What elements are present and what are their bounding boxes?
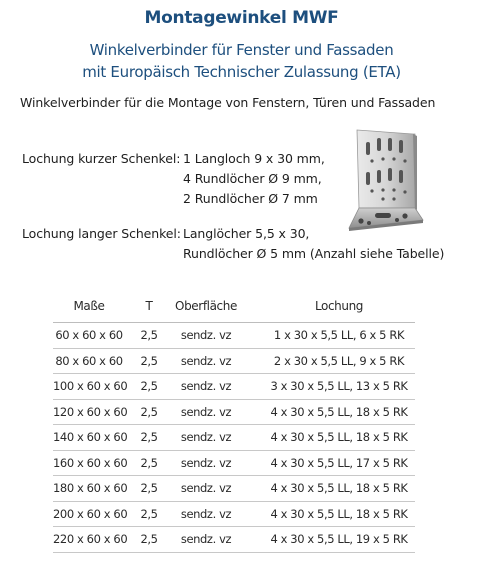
cell-t: 2,5 bbox=[140, 532, 158, 546]
short-leg-label: Lochung kurzer Schenkel: bbox=[22, 151, 181, 166]
cell-lochung: 1 x 30 x 5,5 LL, 6 x 5 RK bbox=[273, 328, 405, 342]
cell-oberflaeche: sendz. vz bbox=[180, 506, 232, 521]
cell-masse: 100 x 60 x 60 bbox=[53, 379, 128, 393]
cell-masse: 160 x 60 x 60 bbox=[53, 455, 128, 470]
cell-t: 2,5 bbox=[140, 430, 158, 444]
header-oberflaeche: Oberfläche bbox=[175, 299, 237, 313]
cell-lochung: 3 x 30 x 5,5 LL, 13 x 5 RK bbox=[270, 379, 408, 393]
cell-oberflaeche: sendz. vz bbox=[180, 532, 232, 546]
table-row bbox=[53, 323, 415, 349]
cell-masse: 140 x 60 x 60 bbox=[53, 430, 128, 444]
table-row bbox=[53, 400, 415, 426]
cell-lochung: 4 x 30 x 5,5 LL, 19 x 5 RK bbox=[270, 532, 408, 546]
cell-masse: 200 x 60 x 60 bbox=[53, 506, 128, 521]
cell-oberflaeche: sendz. vz bbox=[180, 404, 232, 419]
table-row bbox=[53, 425, 415, 451]
cell-t: 2,5 bbox=[140, 353, 158, 368]
table-body bbox=[53, 323, 415, 553]
cell-lochung: 4 x 30 x 5,5 LL, 18 x 5 RK bbox=[270, 506, 408, 521]
short-leg-value-3: 2 Rundlöcher Ø 7 mm bbox=[183, 191, 318, 206]
cell-t: 2,5 bbox=[140, 506, 158, 521]
cell-masse: 180 x 60 x 60 bbox=[53, 481, 128, 495]
cell-oberflaeche: sendz. vz bbox=[180, 430, 232, 444]
long-leg-label: Lochung langer Schenkel: bbox=[22, 226, 181, 241]
subtitle-line-1: Winkelverbinder für Fenster und Fassaden bbox=[89, 41, 394, 59]
cell-t: 2,5 bbox=[140, 481, 158, 495]
table-row bbox=[53, 527, 415, 553]
cell-lochung: 4 x 30 x 5,5 LL, 17 x 5 RK bbox=[270, 455, 408, 470]
cell-masse: 220 x 60 x 60 bbox=[53, 532, 128, 546]
table-row bbox=[53, 476, 415, 502]
cell-t: 2,5 bbox=[140, 455, 158, 470]
cell-oberflaeche: sendz. vz bbox=[180, 455, 232, 470]
header-masse: Maße bbox=[73, 299, 105, 313]
cell-lochung: 4 x 30 x 5,5 LL, 18 x 5 RK bbox=[270, 481, 408, 495]
cell-t: 2,5 bbox=[140, 379, 158, 393]
cell-oberflaeche: sendz. vz bbox=[180, 379, 232, 393]
intro-text: Winkelverbinder für die Montage von Fenstern, Türen und Fassaden bbox=[20, 95, 436, 110]
table-row bbox=[53, 374, 415, 400]
table-row bbox=[53, 349, 415, 375]
cell-lochung: 2 x 30 x 5,5 LL, 9 x 5 RK bbox=[273, 353, 405, 368]
cell-oberflaeche: sendz. vz bbox=[180, 481, 232, 495]
table-row bbox=[53, 451, 415, 477]
cell-masse: 120 x 60 x 60 bbox=[53, 404, 128, 419]
long-leg-value-1: Langlöcher 5,5 x 30, bbox=[183, 226, 310, 241]
short-leg-value-2: 4 Rundlöcher Ø 9 mm, bbox=[183, 171, 322, 186]
long-leg-value-2: Rundlöcher Ø 5 mm (Anzahl siehe Tabelle) bbox=[183, 246, 445, 261]
table-row bbox=[53, 502, 415, 528]
cell-oberflaeche: sendz. vz bbox=[180, 328, 232, 342]
angle-bracket-image bbox=[335, 128, 427, 232]
cell-t: 2,5 bbox=[140, 328, 158, 342]
table-header-row bbox=[53, 292, 415, 323]
cell-t: 2,5 bbox=[140, 404, 158, 419]
cell-lochung: 4 x 30 x 5,5 LL, 18 x 5 RK bbox=[270, 404, 408, 419]
cell-lochung: 4 x 30 x 5,5 LL, 18 x 5 RK bbox=[270, 430, 408, 444]
cell-masse: 80 x 60 x 60 bbox=[55, 353, 123, 368]
cell-masse: 60 x 60 x 60 bbox=[55, 328, 123, 342]
product-table bbox=[53, 292, 415, 553]
short-leg-value-1: 1 Langloch 9 x 30 mm, bbox=[183, 151, 325, 166]
header-t: T bbox=[145, 299, 153, 313]
subtitle-line-2: mit Europäisch Technischer Zulassung (ETA) bbox=[82, 63, 401, 81]
cell-oberflaeche: sendz. vz bbox=[180, 353, 232, 368]
header-lochung: Lochung bbox=[314, 299, 364, 313]
page-title: Montagewinkel MWF bbox=[144, 8, 339, 28]
